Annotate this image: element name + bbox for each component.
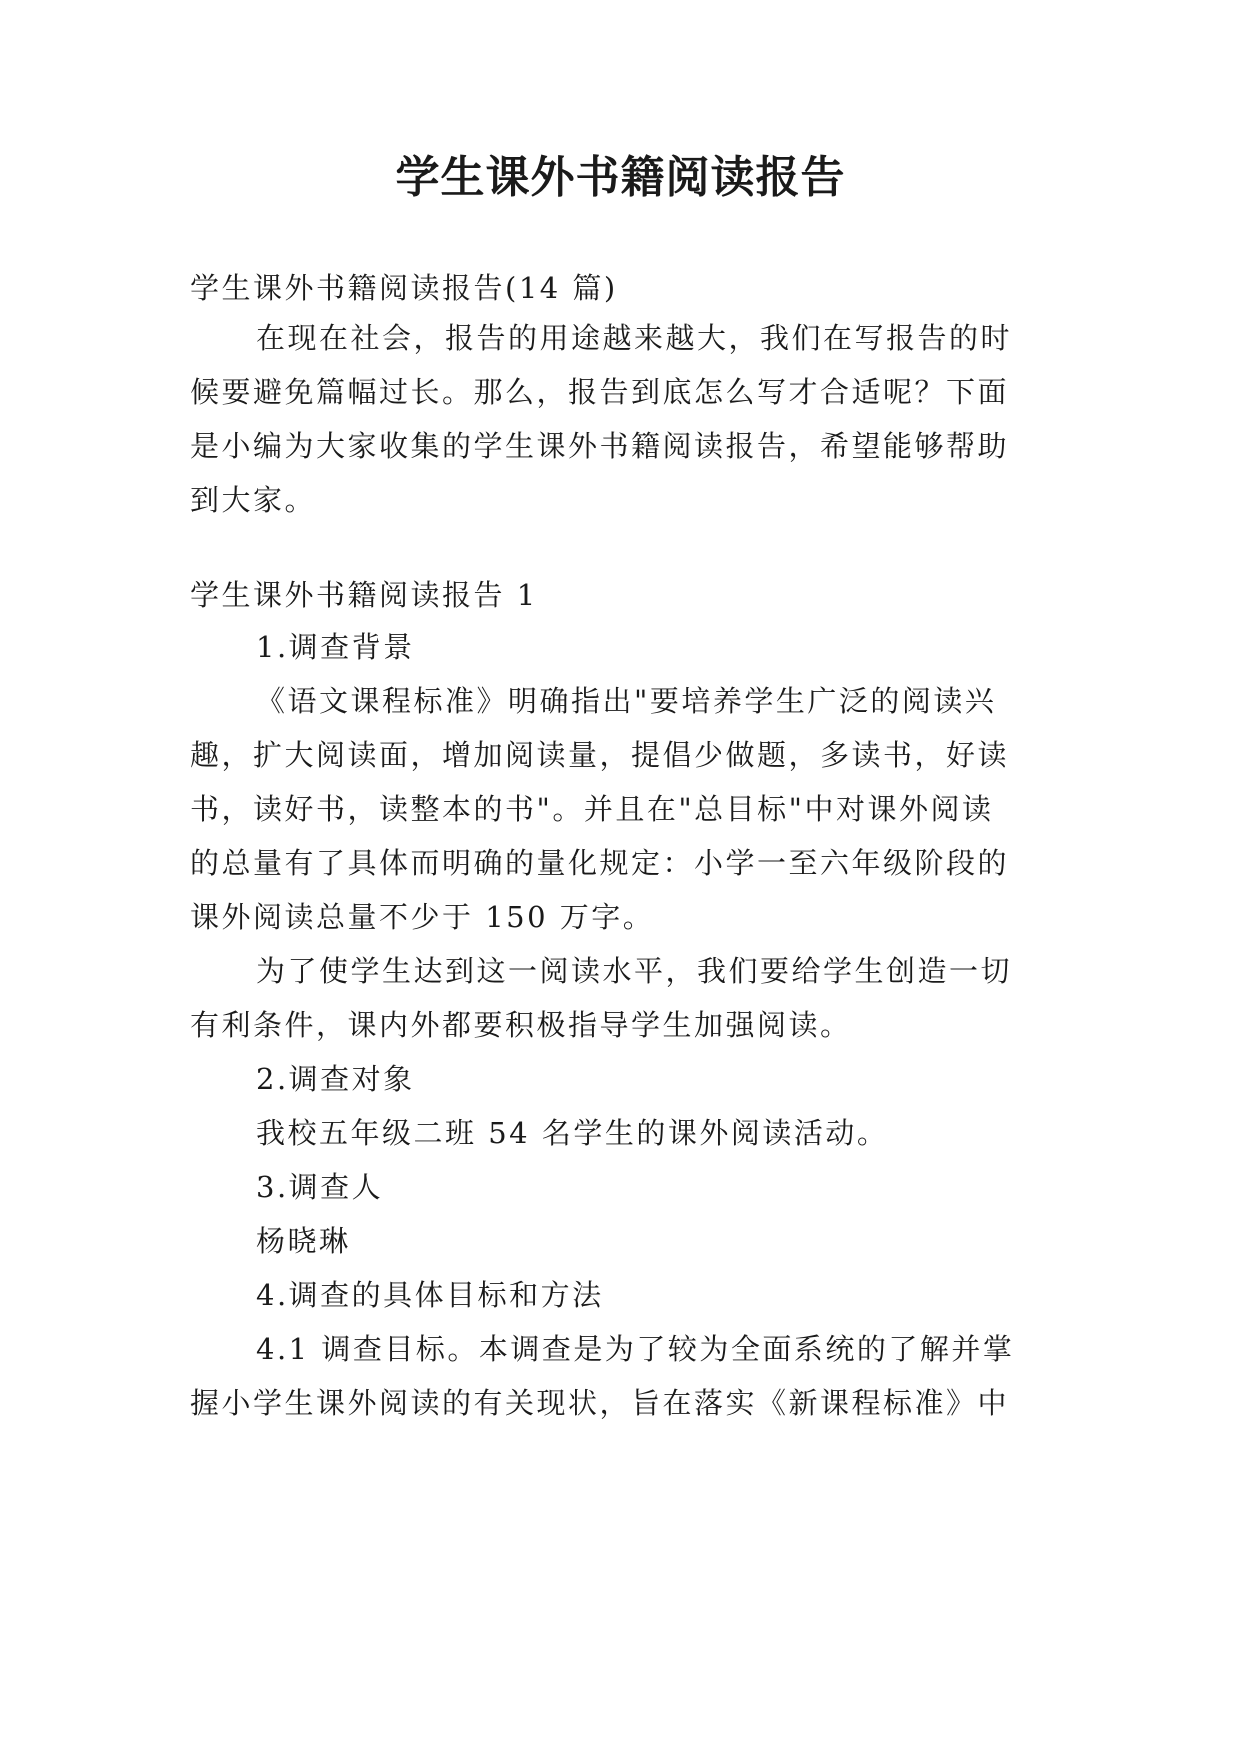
report-heading: 学生课外书籍阅读报告 1	[190, 578, 538, 612]
section-heading: 2.调查对象	[256, 1062, 415, 1096]
paragraph-line: 杨晓琳	[256, 1224, 351, 1258]
paragraph-line: 《语文课程标准》明确指出"要培养学生广泛的阅读兴	[256, 684, 997, 718]
subtitle-line: 学生课外书籍阅读报告(14 篇)	[190, 271, 618, 305]
paragraph-line: 有利条件，课内外都要积极指导学生加强阅读。	[190, 1008, 852, 1042]
paragraph-line: 4.1 调查目标。本调查是为了较为全面系统的了解并掌	[256, 1332, 1015, 1366]
document-title: 学生课外书籍阅读报告	[395, 152, 846, 203]
paragraph-line: 为了使学生达到这一阅读水平，我们要给学生创造一切	[256, 954, 1013, 988]
paragraph-line: 书，读好书，读整本的书"。并且在"总目标"中对课外阅读	[190, 792, 994, 826]
intro-paragraph-line: 到大家。	[190, 483, 317, 517]
intro-paragraph-line: 是小编为大家收集的学生课外书籍阅读报告，希望能够帮助	[190, 429, 1010, 463]
intro-paragraph-line: 候要避免篇幅过长。那么，报告到底怎么写才合适呢？下面	[190, 375, 1010, 409]
paragraph-line: 的总量有了具体而明确的量化规定：小学一至六年级阶段的	[190, 846, 1010, 880]
paragraph-line: 课外阅读总量不少于 150 万字。	[190, 900, 655, 934]
paragraph-line: 我校五年级二班 54 名学生的课外阅读活动。	[256, 1116, 889, 1150]
section-heading: 3.调查人	[256, 1170, 384, 1204]
section-heading: 4.调查的具体目标和方法	[256, 1278, 604, 1312]
intro-paragraph-line: 在现在社会，报告的用途越来越大，我们在写报告的时	[256, 321, 1013, 355]
paragraph-line: 趣，扩大阅读面，增加阅读量，提倡少做题，多读书，好读	[190, 738, 1010, 772]
paragraph-line: 握小学生课外阅读的有关现状，旨在落实《新课程标准》中	[190, 1386, 1010, 1420]
section-heading: 1.调查背景	[256, 630, 415, 664]
